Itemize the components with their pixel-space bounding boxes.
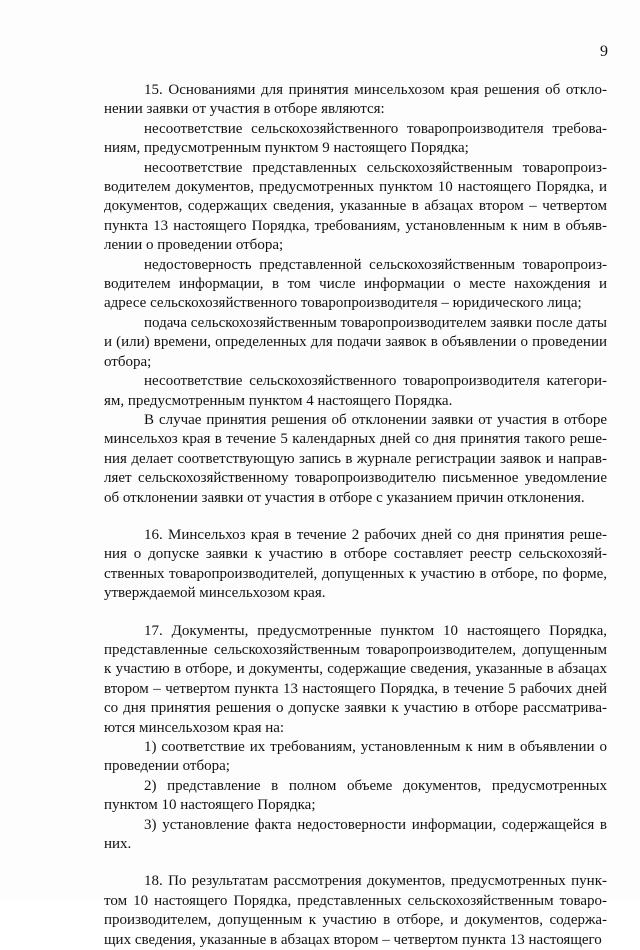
- paragraph-15-item-1: несоответствие сельскохозяйственного товаропроизводителя требованиям, предусмотренным пунктом 9 настоящего Порядка;: [104, 120, 607, 157]
- paragraph-17-intro: 17. Документы, предусмотренные пунктом 10 настоящего Порядка, представленные сельскохозяйственным товаропроизводителем, допущенным к участию в отборе, и документы, содержащие сведения, указанные в абзацах втором – четвертом пункта 13 настоящего Порядка, в течение 5 рабочих дней со дня принятия решения о допуске заявки к участию в отборе рассматриваются минсельхозом края на:: [104, 622, 607, 736]
- page-number: 9: [600, 43, 608, 60]
- paragraph-15-item-3: недостоверность представленной сельскохозяйственным товаропроизводителем информации, в том числе информации о месте нахождения и адресе сельскохозяйственного товаропроизводителя – юридического лица;: [104, 256, 607, 312]
- paragraph-18: 18. По результатам рассмотрения документов, предусмотренных пунктом 10 настоящего Порядка, представленных сельскохозяйственным товаропроизводителем, допущенным к участию в отборе, и документов, содержащих сведения, указанные в абзацах втором – четвертом пункта 13 настоящего: [104, 873, 607, 948]
- paragraph-15-item-5: несоответствие сельскохозяйственного товаропроизводителя категориям, предусмотренным пунктом 4 настоящего Порядка.: [104, 373, 607, 409]
- paragraph-17-item-1: 1) соответствие их требованиям, установленным к ним в объявлении о проведении отбора;: [104, 739, 607, 775]
- paragraph-17-item-2: 2) представление в полном объеме документов, предусмотренных пунктом 10 настоящего Порядка;: [104, 777, 607, 814]
- paragraph-15-intro: 15. Основаниями для принятия минсельхозом края решения об отклонении заявки от участия в отборе являются:: [104, 82, 607, 118]
- paragraph-15-decision: В случае принятия решения об отклонении заявки от участия в отборе минсельхоз края в течение 5 календарных дней со дня принятия такого решения делает соответствующую запись в журнале регистрации заявок и направляет сельскохозяйственному товаропроизводителю письменное уведомление об отклонении заявки от участия в отборе с указанием причин отклонения.: [104, 411, 607, 506]
- paragraph-15-item-2: несоответствие представленных сельскохозяйственным товаропроизводителем документов, предусмотренных пунктом 10 настоящего Порядка, и документов, содержащих сведения, указанные в абзацах втором – четвертом пункта 13 настоящего Порядка, требованиям, установленным к ним в объявлении о проведении отбора;: [104, 159, 607, 254]
- paragraph-15-item-4: подача сельскохозяйственным товаропроизводителем заявки после даты и (или) времени, определенных для подачи заявок в объявлении о проведении отбора;: [104, 314, 607, 370]
- paragraph-17-item-3: 3) установление факта недостоверности информации, содержащейся в них.: [104, 816, 607, 853]
- document-body: [104, 81, 607, 950]
- paragraph-16: 16. Минсельхоз края в течение 2 рабочих дней со дня принятия решения о допуске заявки к участию в отборе составляет реестр сельскохозяйственных товаропроизводителей, допущенных к участию в отборе, по форме, утверждаемой минсельхозом края.: [104, 526, 607, 602]
